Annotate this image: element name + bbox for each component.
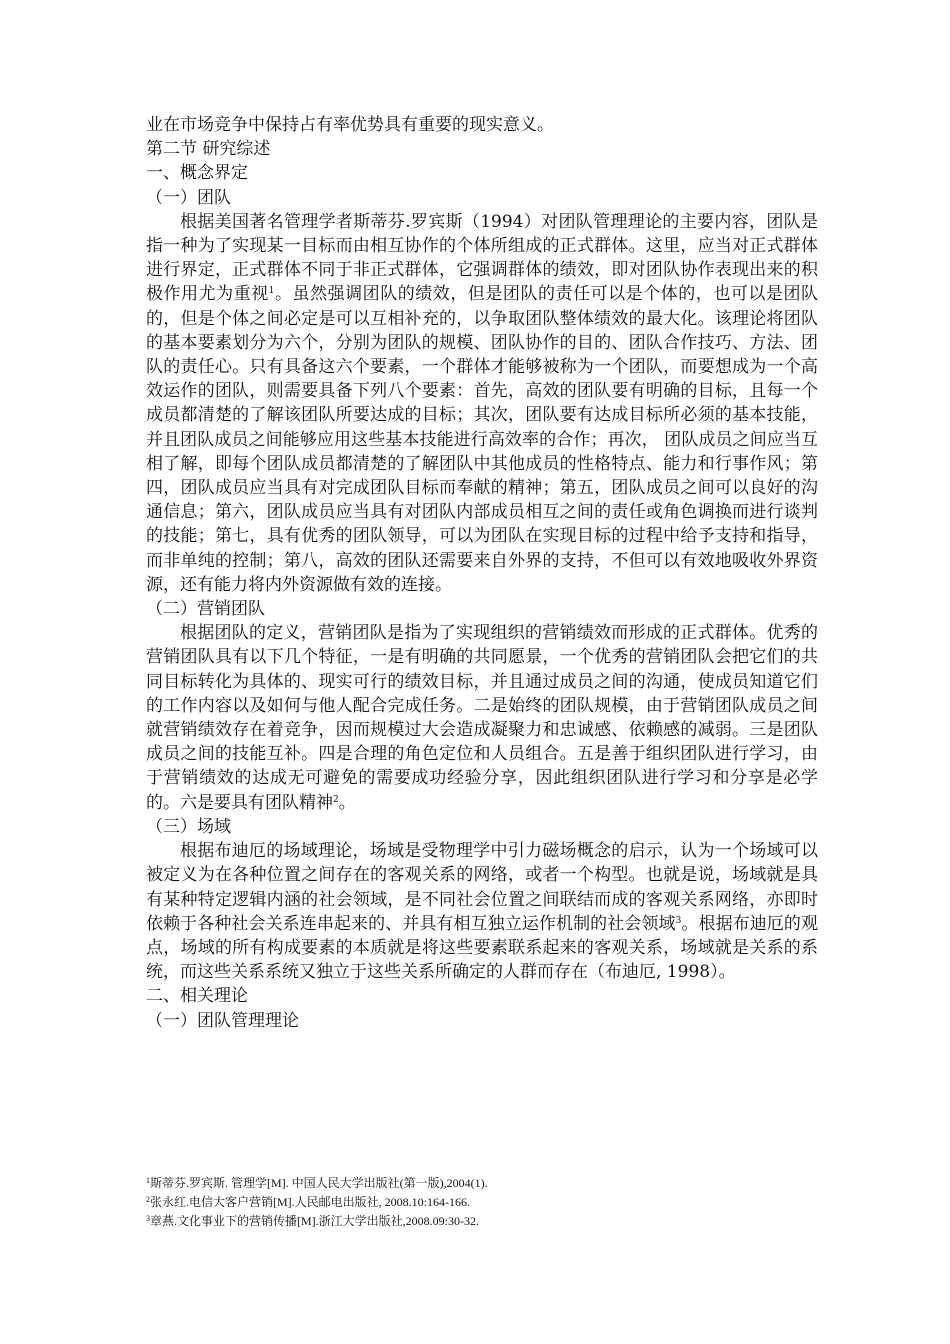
paragraph-team-text-b: 。虽然强调团队的绩效，但是团队的责任可以是个体的，也可以是团队的，但是个体之间必定是可以互相补充的，以争取团队整体绩效的最大化。该理论将团队的基本要素划分为六个，分别为团队的规模、团队协作的目的、团队合作技巧、方法、团队的责任心。只有具备这六个要素，一个群体才能够被称为一个团队，而要想成为一个高效运作的团队，则需要具备下列八个要素：首先，高效的团队要有明确的目标，且每一个成员都清楚的了解该团队所要达成的目标；其次，团队要有达成目标所必须的基本技能，并且团队成员之间能够应用这些基本技能进行高效率的合作；再次， 团队成员之间应当互相了解，即每个团队成员都清楚的了解团队中其他成员的性格特点、能力和行事作风；第四，团队成员应当具有对完成团队目标而奉献的精神；第五，团队成员之间可以良好的沟通信息；第六，团队成员应当具有对团队内部成员相互之间的责任或角色调换而进行谈判的技能；第七，具有优秀的团队领导，可以为团队在实现目标的过程中给予支持和指导，而非单纯的控制；第八，高效的团队还需要来自外界的支持，不但可以有效地吸收外界资源，还有能力将内外资源做有效的连接。 bbox=[146, 284, 818, 595]
paragraph-field bbox=[146, 839, 818, 984]
footnote-2-mark: 2 bbox=[146, 1195, 150, 1204]
heading-concepts: 一、概念界定 bbox=[146, 163, 248, 184]
footnote-ref-2: 2 bbox=[333, 794, 339, 805]
heading-team-management-theory: （一）团队管理理论 bbox=[146, 1010, 299, 1031]
heading-related-theories: 二、相关理论 bbox=[146, 986, 248, 1007]
paragraph-marketing-text-a: 根据团队的定义，营销团队是指为了实现组织的营销绩效而形成的正式群体。优秀的营销团队具有以下几个特征，一是有明确的共同愿景，一个优秀的营销团队会把它们的共同目标转化为具体的、现实可行的绩效目标，并且通过成员之间的沟通，使成员知道它们的工作内容以及如何与他人配合完成任务。二是始终的团队规模，由于营销团队成员之间就营销绩效存在着竞争，因而规模过大会造成凝聚力和忠诚感、依赖感的减弱。三是团队成员之间的技能互补。四是合理的角色定位和人员组合。五是善于组织团队进行学习，由于营销绩效的达成无可避免的需要成功经验分享，因此组织团队进行学习和分享是必学的。六是要具有团队精神 bbox=[146, 623, 818, 813]
paragraph-continued: 业在市场竞争中保持占有率优势具有重要的现实意义。 bbox=[146, 115, 554, 135]
paragraph-team-text-a: 根据美国著名管理学者斯蒂芬.罗宾斯（1994）对团队管理理论的主要内容，团队是指一种为了实现某一目标而由相互协作的个体所组成的正式群体。这里，应当对正式群体进行界定，正式群体不同于非正式群体，它强调群体的绩效，即对团队协作表现出来的积极作用尤为重视 bbox=[146, 211, 818, 305]
footnote-3-text: 章燕.文化事业下的营销传播[M].浙江大学出版社,2008.09:30-32. bbox=[150, 1214, 479, 1228]
document-body bbox=[146, 113, 818, 1033]
footnote-1-mark: 1 bbox=[146, 1176, 150, 1185]
footnote-2-text: 张永红.电信大客户营销[M].人民邮电出版社, 2008.10:164-166. bbox=[150, 1195, 470, 1209]
paragraph-team bbox=[146, 210, 818, 597]
paragraph-marketing-text-b: 。 bbox=[338, 792, 356, 813]
section-heading: 第二节 研究综述 bbox=[146, 139, 271, 160]
paragraph-field-text-b: 。根据布迪厄的观点，场域的所有构成要素的本质就是将这些要素联系起来的客观关系，场域就是关系的系统，而这些关系系统又独立于这些关系所确定的人群而存在（布迪厄, 1998）。 bbox=[146, 913, 819, 983]
paragraph-field-text-a: 根据布迪厄的场域理论，场域是受物理学中引力磁场概念的启示，认为一个场域可以被定义为在各种位置之间存在的客观关系的网络，或者一个构型。也就是说，场域就是具有某种特定逻辑内涵的社会领域，是不同社会位置之间联结而成的客观关系网络，亦即时依赖于各种社会关系连串起来的、并具有相互独立运作机制的社会领域 bbox=[146, 841, 818, 934]
footnotes bbox=[146, 1174, 818, 1231]
footnote-1 bbox=[146, 1174, 818, 1193]
heading-field: （三）场域 bbox=[146, 816, 231, 837]
footnote-3-mark: 3 bbox=[146, 1214, 150, 1223]
footnote-1-text: 斯蒂芬.罗宾斯. 管理学[M]. 中国人民大学出版社(第一版),2004(1). bbox=[150, 1176, 488, 1190]
footnote-ref-3: 3 bbox=[675, 915, 682, 926]
footnote-3 bbox=[146, 1212, 818, 1231]
heading-team: （一）团队 bbox=[146, 187, 231, 208]
footnote-2 bbox=[146, 1193, 818, 1212]
heading-marketing-team: （二）营销团队 bbox=[146, 599, 265, 620]
paragraph-marketing-team bbox=[146, 621, 818, 815]
footnote-ref-1: 1 bbox=[268, 286, 275, 297]
